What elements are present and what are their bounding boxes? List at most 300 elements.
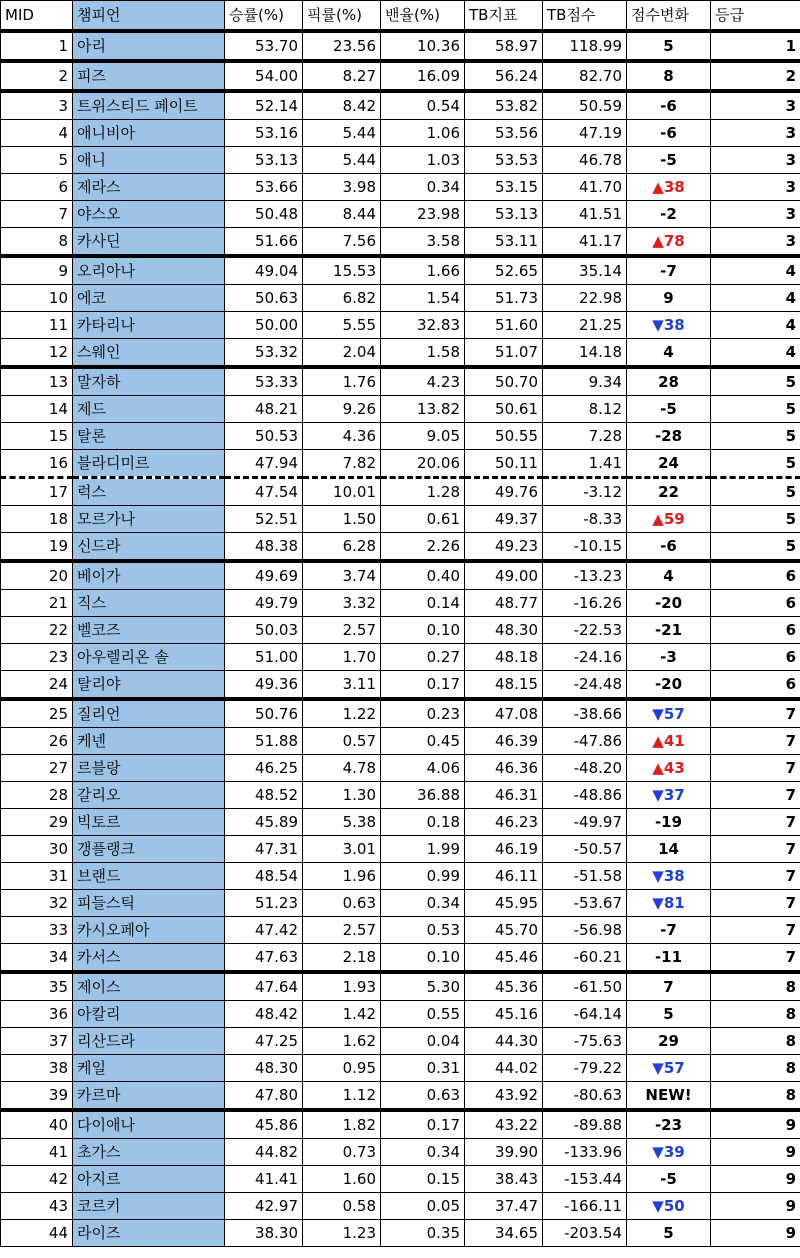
tier-value: 8 xyxy=(711,1027,800,1054)
score-change: -6 xyxy=(627,91,711,120)
header-tier: 등급 xyxy=(711,1,800,31)
header-tb-index: TB지표 xyxy=(465,1,543,31)
table-row xyxy=(1,505,800,532)
win-rate: 49.69 xyxy=(225,561,303,590)
tb-index: 45.16 xyxy=(465,1000,543,1027)
pick-rate: 2.57 xyxy=(303,916,381,943)
pick-rate: 0.95 xyxy=(303,1054,381,1081)
score-change: ▲41 xyxy=(627,727,711,754)
table-row xyxy=(1,338,800,367)
table-row xyxy=(1,1081,800,1110)
ban-rate: 20.06 xyxy=(381,449,465,477)
tb-index: 50.70 xyxy=(465,367,543,396)
tb-index: 43.92 xyxy=(465,1081,543,1110)
champion-name: 제이스 xyxy=(73,972,225,1001)
tb-index: 46.19 xyxy=(465,835,543,862)
pick-rate: 5.38 xyxy=(303,808,381,835)
ban-rate: 0.61 xyxy=(381,505,465,532)
tb-score: 1.41 xyxy=(543,449,627,477)
pick-rate: 2.57 xyxy=(303,616,381,643)
header-win-rate: 승률(%) xyxy=(225,1,303,31)
tier-value: 3 xyxy=(711,91,800,120)
mid-cell: 22 xyxy=(1,616,73,643)
champion-name: 갈리오 xyxy=(73,781,225,808)
tier-value: 3 xyxy=(711,227,800,256)
table-row xyxy=(1,532,800,561)
tb-score: -16.26 xyxy=(543,589,627,616)
header-score-change: 점수변화 xyxy=(627,1,711,31)
tier-value: 5 xyxy=(711,505,800,532)
win-rate: 47.25 xyxy=(225,1027,303,1054)
champion-name: 트위스티드 페이트 xyxy=(73,91,225,120)
pick-rate: 10.01 xyxy=(303,477,381,505)
mid-cell: 39 xyxy=(1,1081,73,1110)
tb-index: 48.77 xyxy=(465,589,543,616)
pick-rate: 8.44 xyxy=(303,200,381,227)
ban-rate: 0.34 xyxy=(381,173,465,200)
champion-name: 피즈 xyxy=(73,61,225,91)
champion-name: 피들스틱 xyxy=(73,889,225,916)
tier-value: 2 xyxy=(711,61,800,91)
score-change: ▼38 xyxy=(627,311,711,338)
table-row xyxy=(1,670,800,699)
header-row xyxy=(1,1,800,31)
champion-name: 신드라 xyxy=(73,532,225,561)
tb-index: 46.36 xyxy=(465,754,543,781)
score-change: ▲59 xyxy=(627,505,711,532)
ban-rate: 0.55 xyxy=(381,1000,465,1027)
tier-value: 9 xyxy=(711,1165,800,1192)
mid-cell: 9 xyxy=(1,256,73,285)
tb-index: 46.23 xyxy=(465,808,543,835)
table-row xyxy=(1,449,800,477)
pick-rate: 1.70 xyxy=(303,643,381,670)
mid-cell: 30 xyxy=(1,835,73,862)
tb-index: 45.46 xyxy=(465,943,543,972)
ban-rate: 0.35 xyxy=(381,1219,465,1246)
table-row xyxy=(1,422,800,449)
pick-rate: 1.42 xyxy=(303,1000,381,1027)
tb-index: 56.24 xyxy=(465,61,543,91)
ban-rate: 32.83 xyxy=(381,311,465,338)
pick-rate: 1.82 xyxy=(303,1110,381,1139)
win-rate: 44.82 xyxy=(225,1138,303,1165)
pick-rate: 15.53 xyxy=(303,256,381,285)
ban-rate: 0.45 xyxy=(381,727,465,754)
score-change: -3 xyxy=(627,643,711,670)
tier-value: 5 xyxy=(711,367,800,396)
pick-rate: 7.56 xyxy=(303,227,381,256)
win-rate: 52.14 xyxy=(225,91,303,120)
score-change: ▼57 xyxy=(627,1054,711,1081)
win-rate: 50.00 xyxy=(225,311,303,338)
table-row xyxy=(1,200,800,227)
champion-name: 카타리나 xyxy=(73,311,225,338)
score-change: -5 xyxy=(627,146,711,173)
tier-value: 9 xyxy=(711,1192,800,1219)
pick-rate: 0.58 xyxy=(303,1192,381,1219)
champion-name: 애니비아 xyxy=(73,119,225,146)
champion-name: 오리아나 xyxy=(73,256,225,285)
tb-score: 9.34 xyxy=(543,367,627,396)
tb-index: 37.47 xyxy=(465,1192,543,1219)
pick-rate: 1.62 xyxy=(303,1027,381,1054)
score-change: -20 xyxy=(627,670,711,699)
table-row xyxy=(1,943,800,972)
table-row xyxy=(1,754,800,781)
pick-rate: 0.57 xyxy=(303,727,381,754)
score-change: 8 xyxy=(627,61,711,91)
ban-rate: 0.54 xyxy=(381,91,465,120)
tb-score: -48.86 xyxy=(543,781,627,808)
tb-index: 48.30 xyxy=(465,616,543,643)
tb-score: 118.99 xyxy=(543,31,627,61)
tier-value: 7 xyxy=(711,835,800,862)
ban-rate: 23.98 xyxy=(381,200,465,227)
win-rate: 47.54 xyxy=(225,477,303,505)
win-rate: 53.66 xyxy=(225,173,303,200)
pick-rate: 8.42 xyxy=(303,91,381,120)
tier-value: 8 xyxy=(711,1000,800,1027)
ban-rate: 0.23 xyxy=(381,699,465,728)
tb-score: 41.17 xyxy=(543,227,627,256)
champion-name: 케넨 xyxy=(73,727,225,754)
tier-value: 5 xyxy=(711,422,800,449)
tb-index: 46.39 xyxy=(465,727,543,754)
header-ban-rate: 밴율(%) xyxy=(381,1,465,31)
mid-cell: 20 xyxy=(1,561,73,590)
mid-cell: 36 xyxy=(1,1000,73,1027)
score-change: -28 xyxy=(627,422,711,449)
table-row xyxy=(1,972,800,1001)
ban-rate: 2.26 xyxy=(381,532,465,561)
table-row xyxy=(1,1027,800,1054)
table-row xyxy=(1,31,800,61)
tier-value: 4 xyxy=(711,338,800,367)
mid-cell: 19 xyxy=(1,532,73,561)
tier-value: 7 xyxy=(711,943,800,972)
win-rate: 50.03 xyxy=(225,616,303,643)
pick-rate: 1.30 xyxy=(303,781,381,808)
score-change: -20 xyxy=(627,589,711,616)
tier-value: 1 xyxy=(711,31,800,61)
tier-value: 7 xyxy=(711,727,800,754)
ban-rate: 13.82 xyxy=(381,395,465,422)
score-change: ▼38 xyxy=(627,862,711,889)
win-rate: 45.86 xyxy=(225,1110,303,1139)
tb-index: 51.07 xyxy=(465,338,543,367)
pick-rate: 23.56 xyxy=(303,31,381,61)
tier-value: 3 xyxy=(711,200,800,227)
tb-score: -13.23 xyxy=(543,561,627,590)
tb-score: 47.19 xyxy=(543,119,627,146)
mid-cell: 35 xyxy=(1,972,73,1001)
champion-name: 블라디미르 xyxy=(73,449,225,477)
score-change: ▼57 xyxy=(627,699,711,728)
champion-name: 제드 xyxy=(73,395,225,422)
champion-name: 탈론 xyxy=(73,422,225,449)
tb-index: 34.65 xyxy=(465,1219,543,1246)
table-row xyxy=(1,561,800,590)
pick-rate: 5.44 xyxy=(303,146,381,173)
mid-cell: 2 xyxy=(1,61,73,91)
tier-value: 5 xyxy=(711,477,800,505)
tb-index: 53.13 xyxy=(465,200,543,227)
champion-name: 벨코즈 xyxy=(73,616,225,643)
pick-rate: 3.32 xyxy=(303,589,381,616)
tb-score: 41.51 xyxy=(543,200,627,227)
tier-value: 7 xyxy=(711,781,800,808)
table-row xyxy=(1,862,800,889)
win-rate: 47.63 xyxy=(225,943,303,972)
champion-name: 아칼리 xyxy=(73,1000,225,1027)
win-rate: 48.54 xyxy=(225,862,303,889)
tb-score: -10.15 xyxy=(543,532,627,561)
pick-rate: 1.60 xyxy=(303,1165,381,1192)
score-change: -21 xyxy=(627,616,711,643)
header-tb-score: TB점수 xyxy=(543,1,627,31)
score-change: ▲38 xyxy=(627,173,711,200)
champion-name: 코르키 xyxy=(73,1192,225,1219)
tb-score: -133.96 xyxy=(543,1138,627,1165)
tb-score: -166.11 xyxy=(543,1192,627,1219)
tb-index: 53.15 xyxy=(465,173,543,200)
pick-rate: 9.26 xyxy=(303,395,381,422)
table-row xyxy=(1,61,800,91)
score-change: ▼37 xyxy=(627,781,711,808)
tb-score: -49.97 xyxy=(543,808,627,835)
tb-score: -64.14 xyxy=(543,1000,627,1027)
score-change: ▲78 xyxy=(627,227,711,256)
champion-name: 스웨인 xyxy=(73,338,225,367)
table-row xyxy=(1,835,800,862)
tb-score: 7.28 xyxy=(543,422,627,449)
mid-cell: 14 xyxy=(1,395,73,422)
win-rate: 53.70 xyxy=(225,31,303,61)
tb-index: 43.22 xyxy=(465,1110,543,1139)
tb-score: -75.63 xyxy=(543,1027,627,1054)
ban-rate: 0.17 xyxy=(381,670,465,699)
win-rate: 51.88 xyxy=(225,727,303,754)
tb-index: 53.82 xyxy=(465,91,543,120)
table-row xyxy=(1,643,800,670)
mid-cell: 31 xyxy=(1,862,73,889)
ban-rate: 1.28 xyxy=(381,477,465,505)
tier-value: 3 xyxy=(711,173,800,200)
mid-cell: 34 xyxy=(1,943,73,972)
champion-name: 아우렐리온 솔 xyxy=(73,643,225,670)
champion-name: 브랜드 xyxy=(73,862,225,889)
score-change: -23 xyxy=(627,1110,711,1139)
tb-index: 44.30 xyxy=(465,1027,543,1054)
win-rate: 50.53 xyxy=(225,422,303,449)
table-row xyxy=(1,727,800,754)
tb-index: 58.97 xyxy=(465,31,543,61)
ban-rate: 0.40 xyxy=(381,561,465,590)
table-row xyxy=(1,173,800,200)
tb-score: -153.44 xyxy=(543,1165,627,1192)
mid-cell: 15 xyxy=(1,422,73,449)
tier-value: 8 xyxy=(711,972,800,1001)
champion-name: 탈리야 xyxy=(73,670,225,699)
mid-cell: 6 xyxy=(1,173,73,200)
tb-index: 49.76 xyxy=(465,477,543,505)
score-change: -11 xyxy=(627,943,711,972)
champion-name: 말자하 xyxy=(73,367,225,396)
mid-cell: 44 xyxy=(1,1219,73,1246)
header-pick-rate: 픽률(%) xyxy=(303,1,381,31)
champion-name: 리산드라 xyxy=(73,1027,225,1054)
tb-score: -47.86 xyxy=(543,727,627,754)
win-rate: 46.25 xyxy=(225,754,303,781)
tb-index: 49.37 xyxy=(465,505,543,532)
ban-rate: 0.99 xyxy=(381,862,465,889)
score-change: NEW! xyxy=(627,1081,711,1110)
tb-index: 53.56 xyxy=(465,119,543,146)
tb-index: 48.15 xyxy=(465,670,543,699)
win-rate: 50.76 xyxy=(225,699,303,728)
table-row xyxy=(1,808,800,835)
table-row xyxy=(1,1138,800,1165)
tier-value: 6 xyxy=(711,643,800,670)
tb-score: 22.98 xyxy=(543,284,627,311)
mid-cell: 24 xyxy=(1,670,73,699)
ban-rate: 0.18 xyxy=(381,808,465,835)
tier-value: 3 xyxy=(711,146,800,173)
tb-index: 50.61 xyxy=(465,395,543,422)
score-change: 24 xyxy=(627,449,711,477)
table-row xyxy=(1,589,800,616)
ban-rate: 0.14 xyxy=(381,589,465,616)
tb-index: 50.55 xyxy=(465,422,543,449)
pick-rate: 5.44 xyxy=(303,119,381,146)
win-rate: 47.80 xyxy=(225,1081,303,1110)
ban-rate: 4.23 xyxy=(381,367,465,396)
tier-value: 7 xyxy=(711,916,800,943)
pick-rate: 4.36 xyxy=(303,422,381,449)
table-row xyxy=(1,1192,800,1219)
tb-score: -203.54 xyxy=(543,1219,627,1246)
ban-rate: 0.53 xyxy=(381,916,465,943)
win-rate: 47.42 xyxy=(225,916,303,943)
tb-index: 51.60 xyxy=(465,311,543,338)
table-row xyxy=(1,227,800,256)
tb-index: 45.70 xyxy=(465,916,543,943)
tb-index: 53.11 xyxy=(465,227,543,256)
score-change: 14 xyxy=(627,835,711,862)
tier-value: 3 xyxy=(711,119,800,146)
table-row xyxy=(1,699,800,728)
ban-rate: 1.58 xyxy=(381,338,465,367)
win-rate: 50.48 xyxy=(225,200,303,227)
tier-value: 4 xyxy=(711,284,800,311)
mid-cell: 42 xyxy=(1,1165,73,1192)
pick-rate: 0.63 xyxy=(303,889,381,916)
win-rate: 49.04 xyxy=(225,256,303,285)
win-rate: 50.63 xyxy=(225,284,303,311)
pick-rate: 1.76 xyxy=(303,367,381,396)
mid-cell: 26 xyxy=(1,727,73,754)
tb-index: 47.08 xyxy=(465,699,543,728)
mid-cell: 18 xyxy=(1,505,73,532)
win-rate: 49.36 xyxy=(225,670,303,699)
tb-score: 82.70 xyxy=(543,61,627,91)
table-row xyxy=(1,1054,800,1081)
pick-rate: 4.78 xyxy=(303,754,381,781)
win-rate: 53.32 xyxy=(225,338,303,367)
mid-cell: 37 xyxy=(1,1027,73,1054)
pick-rate: 1.93 xyxy=(303,972,381,1001)
tier-value: 6 xyxy=(711,670,800,699)
header-mid: MID xyxy=(1,1,73,31)
tb-index: 49.00 xyxy=(465,561,543,590)
win-rate: 47.94 xyxy=(225,449,303,477)
tb-score: -8.33 xyxy=(543,505,627,532)
pick-rate: 1.50 xyxy=(303,505,381,532)
mid-cell: 7 xyxy=(1,200,73,227)
tb-score: -60.21 xyxy=(543,943,627,972)
table-row xyxy=(1,367,800,396)
score-change: -5 xyxy=(627,1165,711,1192)
ban-rate: 0.05 xyxy=(381,1192,465,1219)
mid-cell: 23 xyxy=(1,643,73,670)
score-change: 9 xyxy=(627,284,711,311)
tb-score: 8.12 xyxy=(543,395,627,422)
champion-name: 카사딘 xyxy=(73,227,225,256)
table-row xyxy=(1,91,800,120)
tb-score: 41.70 xyxy=(543,173,627,200)
mid-cell: 4 xyxy=(1,119,73,146)
pick-rate: 1.96 xyxy=(303,862,381,889)
tier-value: 6 xyxy=(711,616,800,643)
ban-rate: 0.17 xyxy=(381,1110,465,1139)
tb-score: 21.25 xyxy=(543,311,627,338)
tb-score: -50.57 xyxy=(543,835,627,862)
tier-value: 6 xyxy=(711,561,800,590)
win-rate: 38.30 xyxy=(225,1219,303,1246)
mid-cell: 43 xyxy=(1,1192,73,1219)
mid-cell: 17 xyxy=(1,477,73,505)
pick-rate: 7.82 xyxy=(303,449,381,477)
header-champion: 챔피언 xyxy=(73,1,225,31)
tb-index: 49.23 xyxy=(465,532,543,561)
pick-rate: 1.12 xyxy=(303,1081,381,1110)
tier-value: 7 xyxy=(711,808,800,835)
tb-score: -38.66 xyxy=(543,699,627,728)
champion-name: 빅토르 xyxy=(73,808,225,835)
win-rate: 48.38 xyxy=(225,532,303,561)
tb-score: -53.67 xyxy=(543,889,627,916)
tier-value: 7 xyxy=(711,699,800,728)
score-change: 4 xyxy=(627,338,711,367)
ban-rate: 0.04 xyxy=(381,1027,465,1054)
mid-cell: 3 xyxy=(1,91,73,120)
table-row xyxy=(1,146,800,173)
table-row xyxy=(1,119,800,146)
win-rate: 48.42 xyxy=(225,1000,303,1027)
win-rate: 42.97 xyxy=(225,1192,303,1219)
mid-cell: 11 xyxy=(1,311,73,338)
champion-name: 아리 xyxy=(73,31,225,61)
mid-cell: 25 xyxy=(1,699,73,728)
pick-rate: 3.74 xyxy=(303,561,381,590)
tier-value: 9 xyxy=(711,1138,800,1165)
tb-index: 38.43 xyxy=(465,1165,543,1192)
champion-name: 베이가 xyxy=(73,561,225,590)
table-row xyxy=(1,916,800,943)
tier-value: 7 xyxy=(711,862,800,889)
win-rate: 51.23 xyxy=(225,889,303,916)
